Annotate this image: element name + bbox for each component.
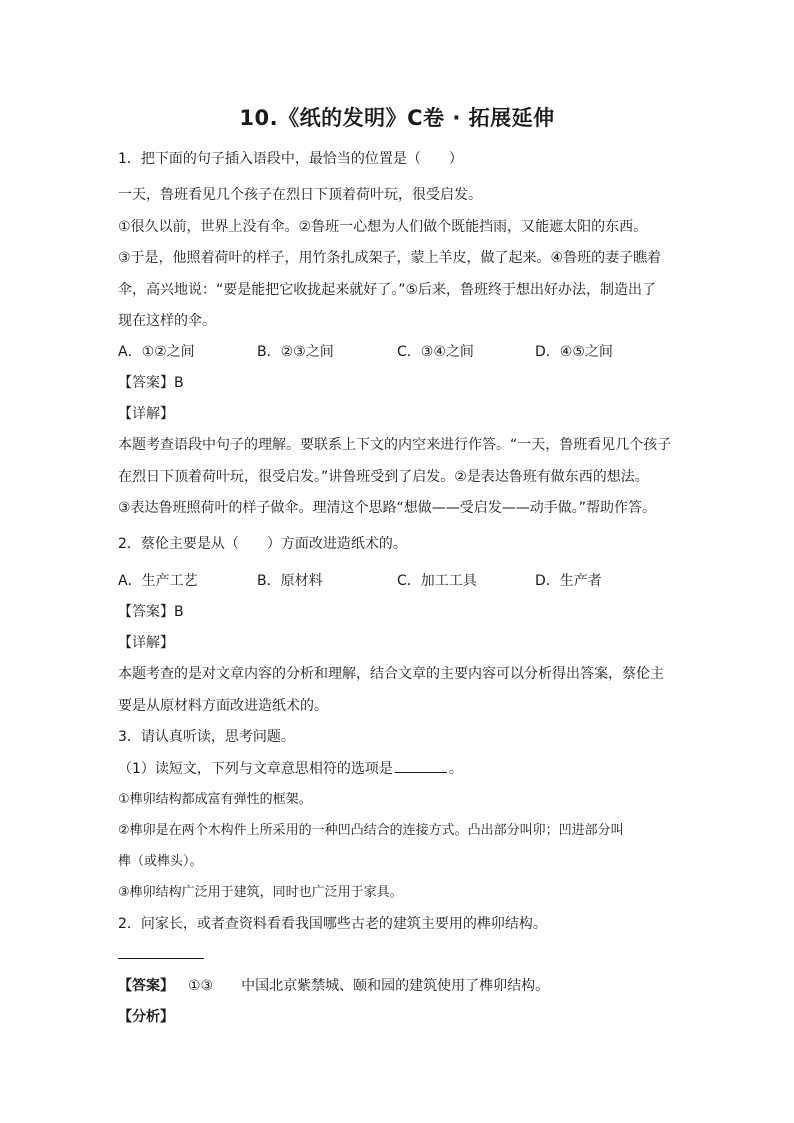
q1-option-b[interactable]: B．②③之间 (257, 344, 334, 360)
q3-choice-1: ①榫卯结构都成富有弹性的框架。 (118, 792, 312, 807)
q2-detail-label: 【详解】 (118, 635, 174, 651)
q1-stem: 1．把下面的句子插入语段中，最恰当的位置是（ ） (118, 151, 463, 167)
q1-detail-line-1: 本题考查语段中句子的理解。要联系上下文的内空来进行作答。“一天，鲁班看见几个孩子 (118, 437, 672, 453)
q1-passage-line-1: ①很久以前，世界上没有伞。②鲁班一心想为人们做个既能挡雨，又能遮太阳的东西。 (118, 219, 648, 235)
q1-detail-label: 【详解】 (118, 406, 174, 422)
q2-detail-line-2: 要是从原材料方面改进造纸术的。 (118, 698, 328, 714)
q1-passage-line-4: 现在这样的伞。 (118, 313, 216, 329)
q1-answer: 【答案】B (118, 375, 184, 391)
q2-option-a[interactable]: A．生产工艺 (118, 573, 198, 589)
q3-answer (118, 977, 683, 995)
page-title: 10.《纸的发明》C卷 · 拓展延伸 (239, 106, 555, 130)
q1-detail-line-3: ③表达鲁班照荷叶的样子做伞。理清这个思路“想做——受启发——动手做。”帮助作答。 (118, 500, 657, 516)
q1-option-d[interactable]: D．④⑤之间 (535, 344, 613, 360)
q2-option-d[interactable]: D．生产者 (535, 573, 602, 589)
q2-option-c[interactable]: C．加工工具 (397, 573, 477, 589)
q2-option-b[interactable]: B．原材料 (257, 573, 323, 589)
q2-answer: 【答案】B (118, 604, 184, 620)
q1-sentence: 一天，鲁班看见几个孩子在烈日下顶着荷叶玩，很受启发。 (118, 187, 482, 203)
q2-stem: 2．蔡伦主要是从（ ）方面改进造纸术的。 (118, 536, 407, 552)
q3-answer-label: 【答案】 (118, 978, 174, 994)
q2-detail-line-1: 本题考查的是对文章内容的分析和理解，结合文章的主要内容可以分析得出答案，蔡伦主 (118, 666, 664, 682)
q3-sub1 (118, 760, 683, 778)
q3-answer-text: 中国北京紫禁城、颐和园的建筑使用了榫卯结构。 (241, 978, 550, 994)
q3-answer-value: ①③ (188, 978, 214, 994)
q3-choice-2-line-1: ②榫卯是在两个木构件上所采用的一种凹凸结合的连接方式。凸出部分叫卯；凹进部分叫 (118, 823, 624, 838)
q1-option-c[interactable]: C．③④之间 (397, 344, 474, 360)
q3-choice-2-line-2: 榫（或榫头）。 (118, 854, 203, 869)
q3-sub1-text: （1）读短文，下列与文章意思相符的选项是 (118, 761, 393, 777)
q3-analysis-label: 【分析】 (118, 1009, 174, 1025)
q3-sub1-end: 。 (448, 761, 463, 777)
q1-passage-line-2: ③于是，他照着荷叶的样子，用竹条扎成架子，蒙上羊皮，做了起来。④鲁班的妻子瞧着 (118, 250, 662, 266)
answer-rule-line (118, 958, 204, 959)
q1-option-a[interactable]: A．①②之间 (118, 344, 195, 360)
q3-answer-blank[interactable] (395, 760, 447, 773)
q1-detail-line-2: 在烈日下顶着荷叶玩，很受启发。”讲鲁班受到了启发。②是表达鲁班有做东西的想法。 (118, 469, 649, 485)
q3-stem: 3．请认真听读，思考问题。 (118, 729, 295, 745)
q3-choice-3: ③榫卯结构广泛用于建筑，同时也广泛用于家具。 (118, 885, 403, 900)
q3-sub2: 2．问家长，或者查资料看看我国哪些古老的建筑主要用的榫卯结构。 (118, 916, 547, 932)
q1-passage-line-3: 伞，高兴地说：“要是能把它收拢起来就好了。”⑤后来，鲁班终于想出好办法，制造出了 (118, 282, 657, 298)
